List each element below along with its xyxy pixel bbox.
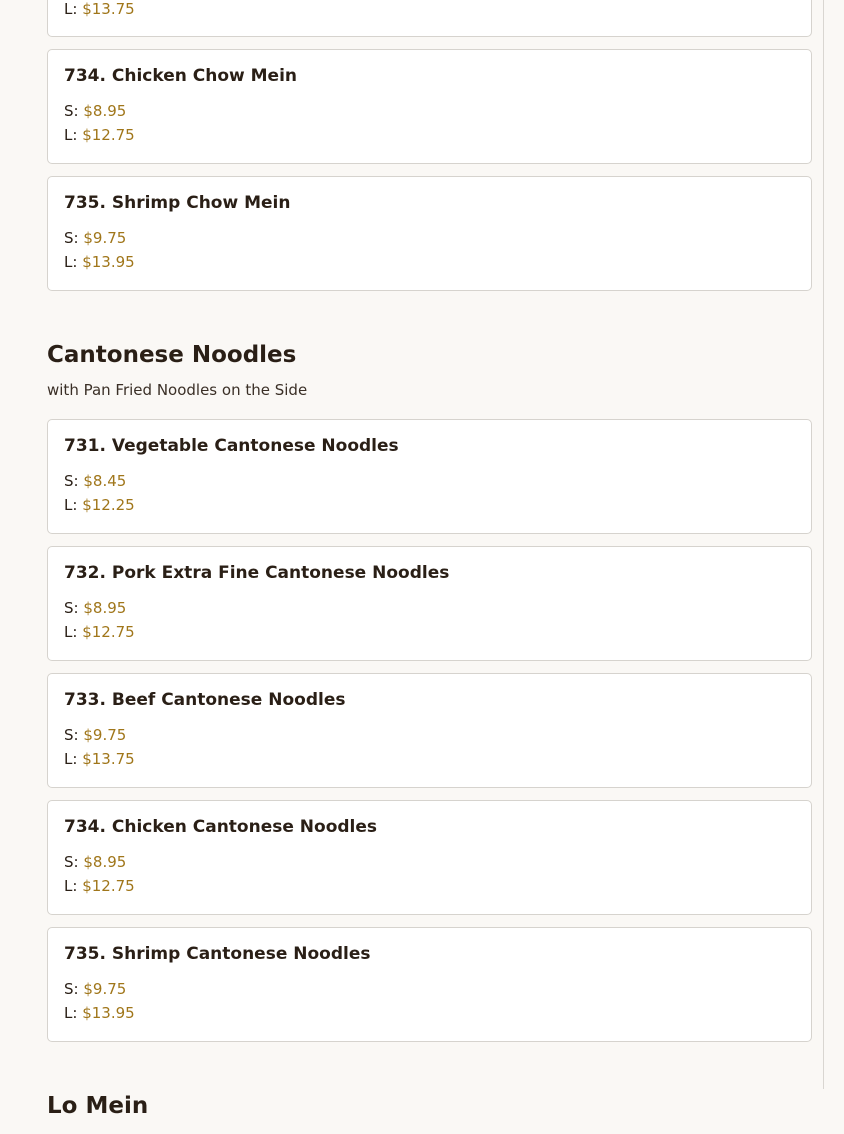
small-size-label: S: xyxy=(64,229,79,247)
menu-item-name: 734. Chicken Cantonese Noodles xyxy=(64,817,378,837)
menu-item-card[interactable] xyxy=(47,673,812,788)
small-price-line xyxy=(64,102,126,120)
menu-item-card[interactable] xyxy=(47,0,812,37)
small-price-line xyxy=(64,980,126,998)
small-size-label: S: xyxy=(64,102,79,120)
small-size-label: S: xyxy=(64,599,79,617)
large-price: $12.75 xyxy=(82,623,135,641)
small-price: $9.75 xyxy=(83,980,127,998)
large-price-line xyxy=(64,750,135,768)
menu-content xyxy=(47,0,812,1134)
large-price-line xyxy=(64,0,135,18)
section-title: Cantonese Noodles xyxy=(47,342,297,368)
small-price-line xyxy=(64,229,126,247)
large-price: $12.75 xyxy=(82,877,135,895)
section-header xyxy=(47,1054,812,1134)
page-right-border xyxy=(823,0,824,1089)
small-size-label: S: xyxy=(64,472,79,490)
large-price: $13.95 xyxy=(82,253,135,271)
small-price: $8.95 xyxy=(83,599,127,617)
large-size-label: L: xyxy=(64,0,78,18)
menu-item-card[interactable] xyxy=(47,800,812,915)
menu-item-name: 735. Shrimp Chow Mein xyxy=(64,193,291,213)
large-price-line xyxy=(64,1004,135,1022)
large-price-line xyxy=(64,877,135,895)
large-price-line xyxy=(64,253,135,271)
small-price: $9.75 xyxy=(83,726,127,744)
menu-item-card[interactable] xyxy=(47,49,812,164)
menu-item-name: 733. Beef Cantonese Noodles xyxy=(64,690,346,710)
small-price: $9.75 xyxy=(83,229,127,247)
large-price: $13.75 xyxy=(82,750,135,768)
small-size-label: S: xyxy=(64,726,79,744)
menu-item-card[interactable] xyxy=(47,176,812,291)
large-price: $13.75 xyxy=(82,0,135,18)
small-price: $8.45 xyxy=(83,472,127,490)
small-price: $8.95 xyxy=(83,853,127,871)
menu-item-name: 731. Vegetable Cantonese Noodles xyxy=(64,436,399,456)
large-size-label: L: xyxy=(64,623,78,641)
small-price-line xyxy=(64,472,126,490)
section-header xyxy=(47,303,812,419)
section-subtitle: with Pan Fried Noodles on the Side xyxy=(47,381,308,399)
large-size-label: L: xyxy=(64,126,78,144)
small-price-line xyxy=(64,599,126,617)
section-title: Lo Mein xyxy=(47,1093,149,1119)
menu-item-name: 735. Shrimp Cantonese Noodles xyxy=(64,944,371,964)
large-price-line xyxy=(64,126,135,144)
menu-item-name: 732. Pork Extra Fine Cantonese Noodles xyxy=(64,563,450,583)
large-price: $12.75 xyxy=(82,126,135,144)
large-size-label: L: xyxy=(64,253,78,271)
small-size-label: S: xyxy=(64,980,79,998)
large-price: $12.25 xyxy=(82,496,135,514)
large-price-line xyxy=(64,496,135,514)
large-size-label: L: xyxy=(64,1004,78,1022)
small-price-line xyxy=(64,853,126,871)
menu-item-card[interactable] xyxy=(47,419,812,534)
menu-item-name: 734. Chicken Chow Mein xyxy=(64,66,298,86)
menu-item-card[interactable] xyxy=(47,927,812,1042)
large-price: $13.95 xyxy=(82,1004,135,1022)
large-size-label: L: xyxy=(64,750,78,768)
small-price-line xyxy=(64,726,126,744)
menu-item-card[interactable] xyxy=(47,546,812,661)
large-size-label: L: xyxy=(64,496,78,514)
small-size-label: S: xyxy=(64,853,79,871)
large-price-line xyxy=(64,623,135,641)
large-size-label: L: xyxy=(64,877,78,895)
small-price: $8.95 xyxy=(83,102,127,120)
